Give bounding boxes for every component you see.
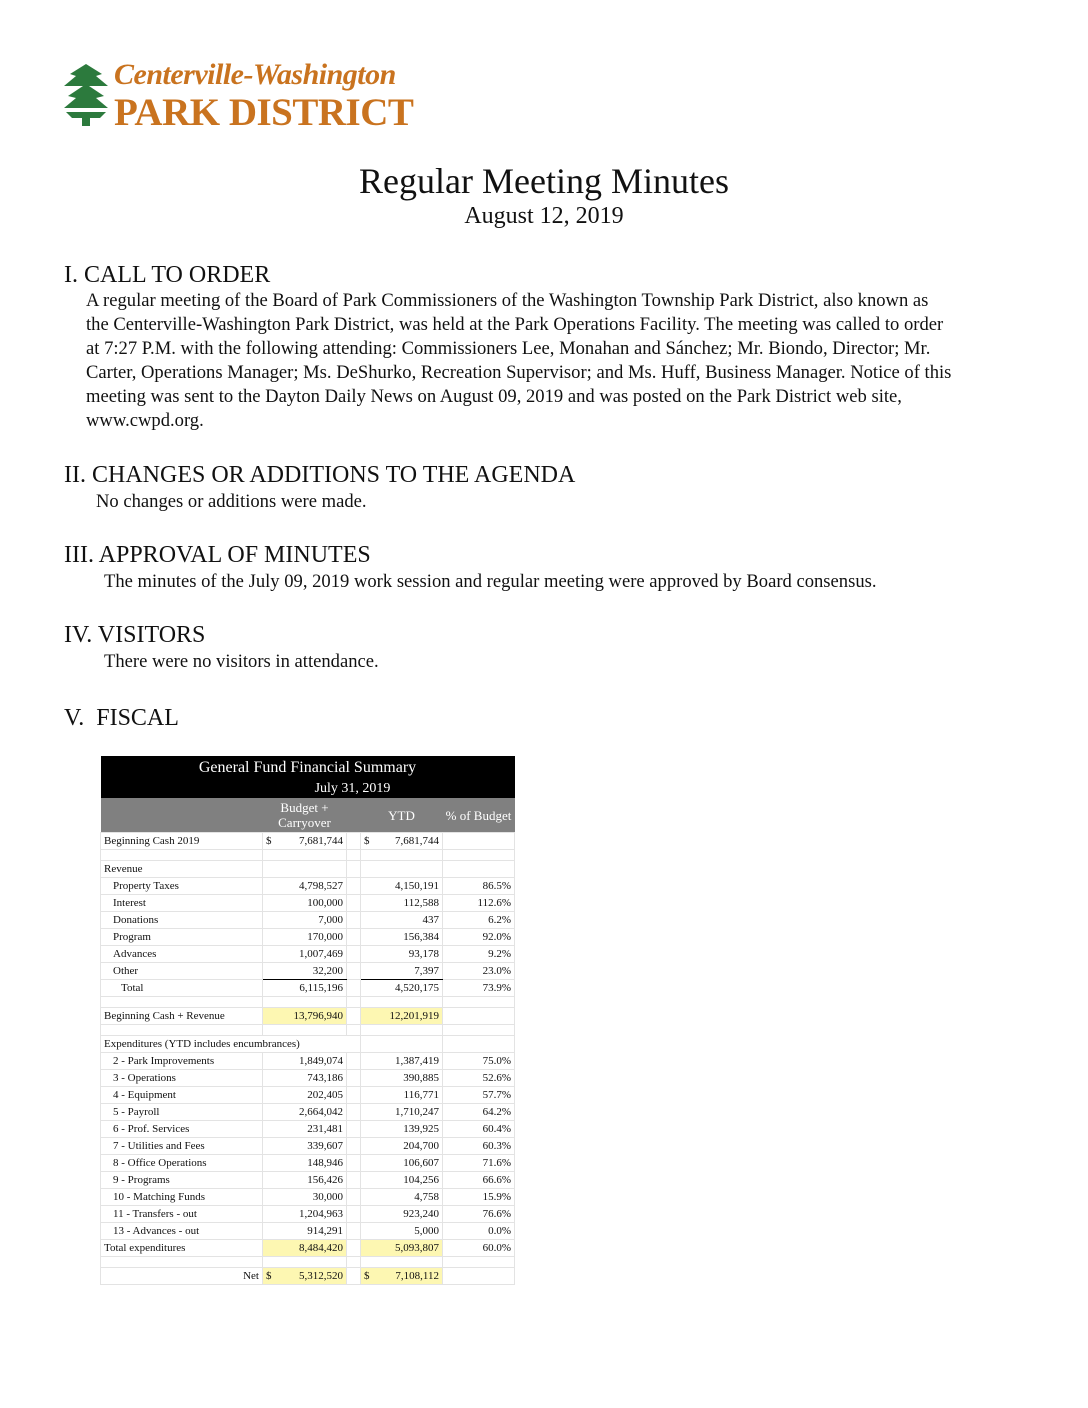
table-row: [101, 1223, 515, 1240]
table-row: [101, 878, 515, 895]
row-label: Advances: [101, 946, 263, 963]
table-row: [101, 963, 515, 980]
row-label: Net: [101, 1268, 263, 1285]
expenditures-label: Expenditures (YTD includes encumbrances): [101, 1036, 361, 1053]
row-label: 6 - Prof. Services: [101, 1121, 263, 1138]
pct-cell: 71.6%: [443, 1155, 515, 1172]
pct-cell: 86.5%: [443, 878, 515, 895]
table-row: [101, 1268, 515, 1285]
budget-cell: 1,007,469: [263, 946, 347, 963]
table-row: [101, 1206, 515, 1223]
paragraph-line: Carter, Operations Manager; Ms. DeShurko, Recreation Supervisor; and Ms. Huff, Business Manager. Notice of this: [86, 362, 952, 383]
page-title: Regular Meeting Minutes: [359, 161, 729, 201]
section-visitors-text: There were no visitors in attendance.: [104, 651, 379, 672]
section-agenda-text: No changes or additions were made.: [96, 491, 367, 512]
col-header-budget: Budget + Carryover: [263, 798, 347, 833]
spacer-cell: [347, 1104, 361, 1121]
pct-cell: 64.2%: [443, 1104, 515, 1121]
budget-cell: 1,204,963: [263, 1206, 347, 1223]
ytd-cell: $ 7,108,112: [361, 1268, 443, 1285]
table-row: [101, 1070, 515, 1087]
budget-cell: 170,000: [263, 929, 347, 946]
row-label: 5 - Payroll: [101, 1104, 263, 1121]
table-row: [101, 1189, 515, 1206]
ytd-cell: 139,925: [361, 1121, 443, 1138]
ytd-cell: $ 7,681,744: [361, 833, 443, 850]
paragraph-line: [86, 337, 1046, 361]
ytd-cell: 156,384: [361, 929, 443, 946]
spacer-cell: [347, 1070, 361, 1087]
ytd-cell: 12,201,919: [361, 1008, 443, 1025]
spacer-cell: [347, 878, 361, 895]
row-label: Beginning Cash 2019: [101, 833, 263, 850]
ytd-cell: 5,000: [361, 1223, 443, 1240]
pct-cell: 60.0%: [443, 1240, 515, 1257]
spacer-cell: [347, 912, 361, 929]
logo-text-bottom: PARK DISTRICT: [114, 91, 414, 134]
table-row: [101, 895, 515, 912]
spacer-cell: [347, 1087, 361, 1104]
paragraph-line: the Centerville-Washington Park District, was held at the Park Operations Facility. The meeting was called to order: [86, 314, 944, 335]
budget-cell: 7,000: [263, 912, 347, 929]
meeting-time: at 7:27: [86, 338, 138, 359]
pct-cell: 75.0%: [443, 1053, 515, 1070]
pct-cell: 23.0%: [443, 963, 515, 980]
meeting-time-suffix: P.M.: [141, 338, 176, 359]
section-visitors-heading: IV. VISITORS: [64, 622, 206, 648]
row-label: 7 - Utilities and Fees: [101, 1138, 263, 1155]
spacer-cell: [347, 1206, 361, 1223]
spacer-cell: [347, 1155, 361, 1172]
table-date: July 31, 2019: [263, 778, 443, 798]
budget-cell: 8,484,420: [263, 1240, 347, 1257]
table-row: [101, 980, 515, 997]
spacer-cell: [347, 1223, 361, 1240]
pct-cell: 73.9%: [443, 980, 515, 997]
pct-cell: 60.4%: [443, 1121, 515, 1138]
table-row: [101, 1121, 515, 1138]
ytd-cell: 4,520,175: [361, 980, 443, 997]
row-label: Total: [101, 980, 263, 997]
col-header-pct: % of Budget: [443, 798, 515, 833]
spacer-cell: [347, 1053, 361, 1070]
budget-cell: 32,200: [263, 963, 347, 980]
pct-cell: 6.2%: [443, 912, 515, 929]
section-minutes-heading: III. APPROVAL OF MINUTES: [64, 542, 371, 568]
ytd-cell: 104,256: [361, 1172, 443, 1189]
row-label: 9 - Programs: [101, 1172, 263, 1189]
table-row: [101, 1138, 515, 1155]
row-label: 11 - Transfers - out: [101, 1206, 263, 1223]
ytd-cell: 5,093,807: [361, 1240, 443, 1257]
budget-cell: $ 7,681,744: [263, 833, 347, 850]
budget-cell: 6,115,196: [263, 980, 347, 997]
row-label: 2 - Park Improvements: [101, 1053, 263, 1070]
ytd-cell: 437: [361, 912, 443, 929]
spacer-cell: [347, 1189, 361, 1206]
table-row: [101, 1172, 515, 1189]
spacer-cell: [347, 1172, 361, 1189]
ytd-cell: 7,397: [361, 963, 443, 980]
spacer-cell: [347, 929, 361, 946]
ytd-cell: 93,178: [361, 946, 443, 963]
ytd-cell: 4,150,191: [361, 878, 443, 895]
spacer-cell: [347, 946, 361, 963]
row-label: Total expenditures: [101, 1240, 263, 1257]
table-row: [101, 1104, 515, 1121]
pct-cell: 9.2%: [443, 946, 515, 963]
pct-cell: 0.0%: [443, 1223, 515, 1240]
budget-cell: 339,607: [263, 1138, 347, 1155]
ytd-cell: 4,758: [361, 1189, 443, 1206]
budget-cell: 2,664,042: [263, 1104, 347, 1121]
meeting-date: August 12, 2019: [464, 203, 624, 229]
pct-cell: 52.6%: [443, 1070, 515, 1087]
section-call-to-order-heading: I. CALL TO ORDER: [64, 262, 271, 288]
row-label: Property Taxes: [101, 878, 263, 895]
budget-cell: 914,291: [263, 1223, 347, 1240]
ytd-cell: 923,240: [361, 1206, 443, 1223]
row-label: 3 - Operations: [101, 1070, 263, 1087]
website-link: www.cwpd.org.: [86, 410, 204, 431]
table-row: [101, 1053, 515, 1070]
table-row: [101, 912, 515, 929]
row-label: Beginning Cash + Revenue: [101, 1008, 263, 1025]
logo-text-top: Centerville-Washington: [114, 58, 396, 91]
table-row: [101, 1087, 515, 1104]
row-label: Interest: [101, 895, 263, 912]
row-label: Other: [101, 963, 263, 980]
table-row: [101, 1155, 515, 1172]
budget-cell: 13,796,940: [263, 1008, 347, 1025]
spacer-cell: [347, 963, 361, 980]
pct-cell: 66.6%: [443, 1172, 515, 1189]
budget-cell: 156,426: [263, 1172, 347, 1189]
pct-cell: 92.0%: [443, 929, 515, 946]
paragraph-line: A regular meeting of the Board of Park Commissioners of the Washington Township Park District, also known as: [86, 290, 929, 311]
section-fiscal-heading: V. FISCAL: [64, 705, 179, 731]
attendance-text: with the following attending: Commissioners Lee, Monahan and Sánchez; Mr. Biondo, Director; Mr.: [180, 338, 931, 359]
table-row: [101, 1240, 515, 1257]
section-minutes-text: The minutes of the July 09, 2019 work session and regular meeting were approved by Board consensus.: [104, 571, 877, 592]
spacer-cell: [347, 1121, 361, 1138]
pct-cell: 57.7%: [443, 1087, 515, 1104]
budget-cell: 231,481: [263, 1121, 347, 1138]
row-label: 13 - Advances - out: [101, 1223, 263, 1240]
table-row: [101, 929, 515, 946]
ytd-cell: 112,588: [361, 895, 443, 912]
row-label: Donations: [101, 912, 263, 929]
table-row: [101, 833, 515, 850]
budget-cell: $ 5,312,520: [263, 1268, 347, 1285]
budget-cell: 743,186: [263, 1070, 347, 1087]
budget-cell: 202,405: [263, 1087, 347, 1104]
ytd-cell: 390,885: [361, 1070, 443, 1087]
budget-cell: 148,946: [263, 1155, 347, 1172]
section-call-to-order-text: [86, 289, 1046, 433]
pct-cell: 60.3%: [443, 1138, 515, 1155]
table-title: General Fund Financial Summary: [101, 756, 515, 778]
row-label: 8 - Office Operations: [101, 1155, 263, 1172]
revenue-label: Revenue: [101, 861, 263, 878]
ytd-cell: 204,700: [361, 1138, 443, 1155]
table-row: [101, 1008, 515, 1025]
ytd-cell: 106,607: [361, 1155, 443, 1172]
row-label: 4 - Equipment: [101, 1087, 263, 1104]
budget-cell: 1,849,074: [263, 1053, 347, 1070]
paragraph-line: meeting was sent to the Dayton Daily News on August 09, 2019 and was posted on the Park District web site,: [86, 386, 902, 407]
table-row: [101, 946, 515, 963]
ytd-cell: 116,771: [361, 1087, 443, 1104]
row-label: Program: [101, 929, 263, 946]
spacer-cell: [347, 895, 361, 912]
budget-cell: 100,000: [263, 895, 347, 912]
spacer-cell: [347, 1138, 361, 1155]
ytd-cell: 1,710,247: [361, 1104, 443, 1121]
pct-cell: 112.6%: [443, 895, 515, 912]
row-label: 10 - Matching Funds: [101, 1189, 263, 1206]
ytd-cell: 1,387,419: [361, 1053, 443, 1070]
park-district-logo: [62, 58, 422, 134]
budget-cell: 30,000: [263, 1189, 347, 1206]
section-agenda-heading: II. CHANGES OR ADDITIONS TO THE AGENDA: [64, 462, 576, 488]
pine-tree-icon: [62, 62, 110, 126]
pct-cell: 15.9%: [443, 1189, 515, 1206]
budget-cell: 4,798,527: [263, 878, 347, 895]
financial-summary-table: [100, 756, 515, 1285]
col-header-ytd: YTD: [361, 798, 443, 833]
pct-cell: 76.6%: [443, 1206, 515, 1223]
